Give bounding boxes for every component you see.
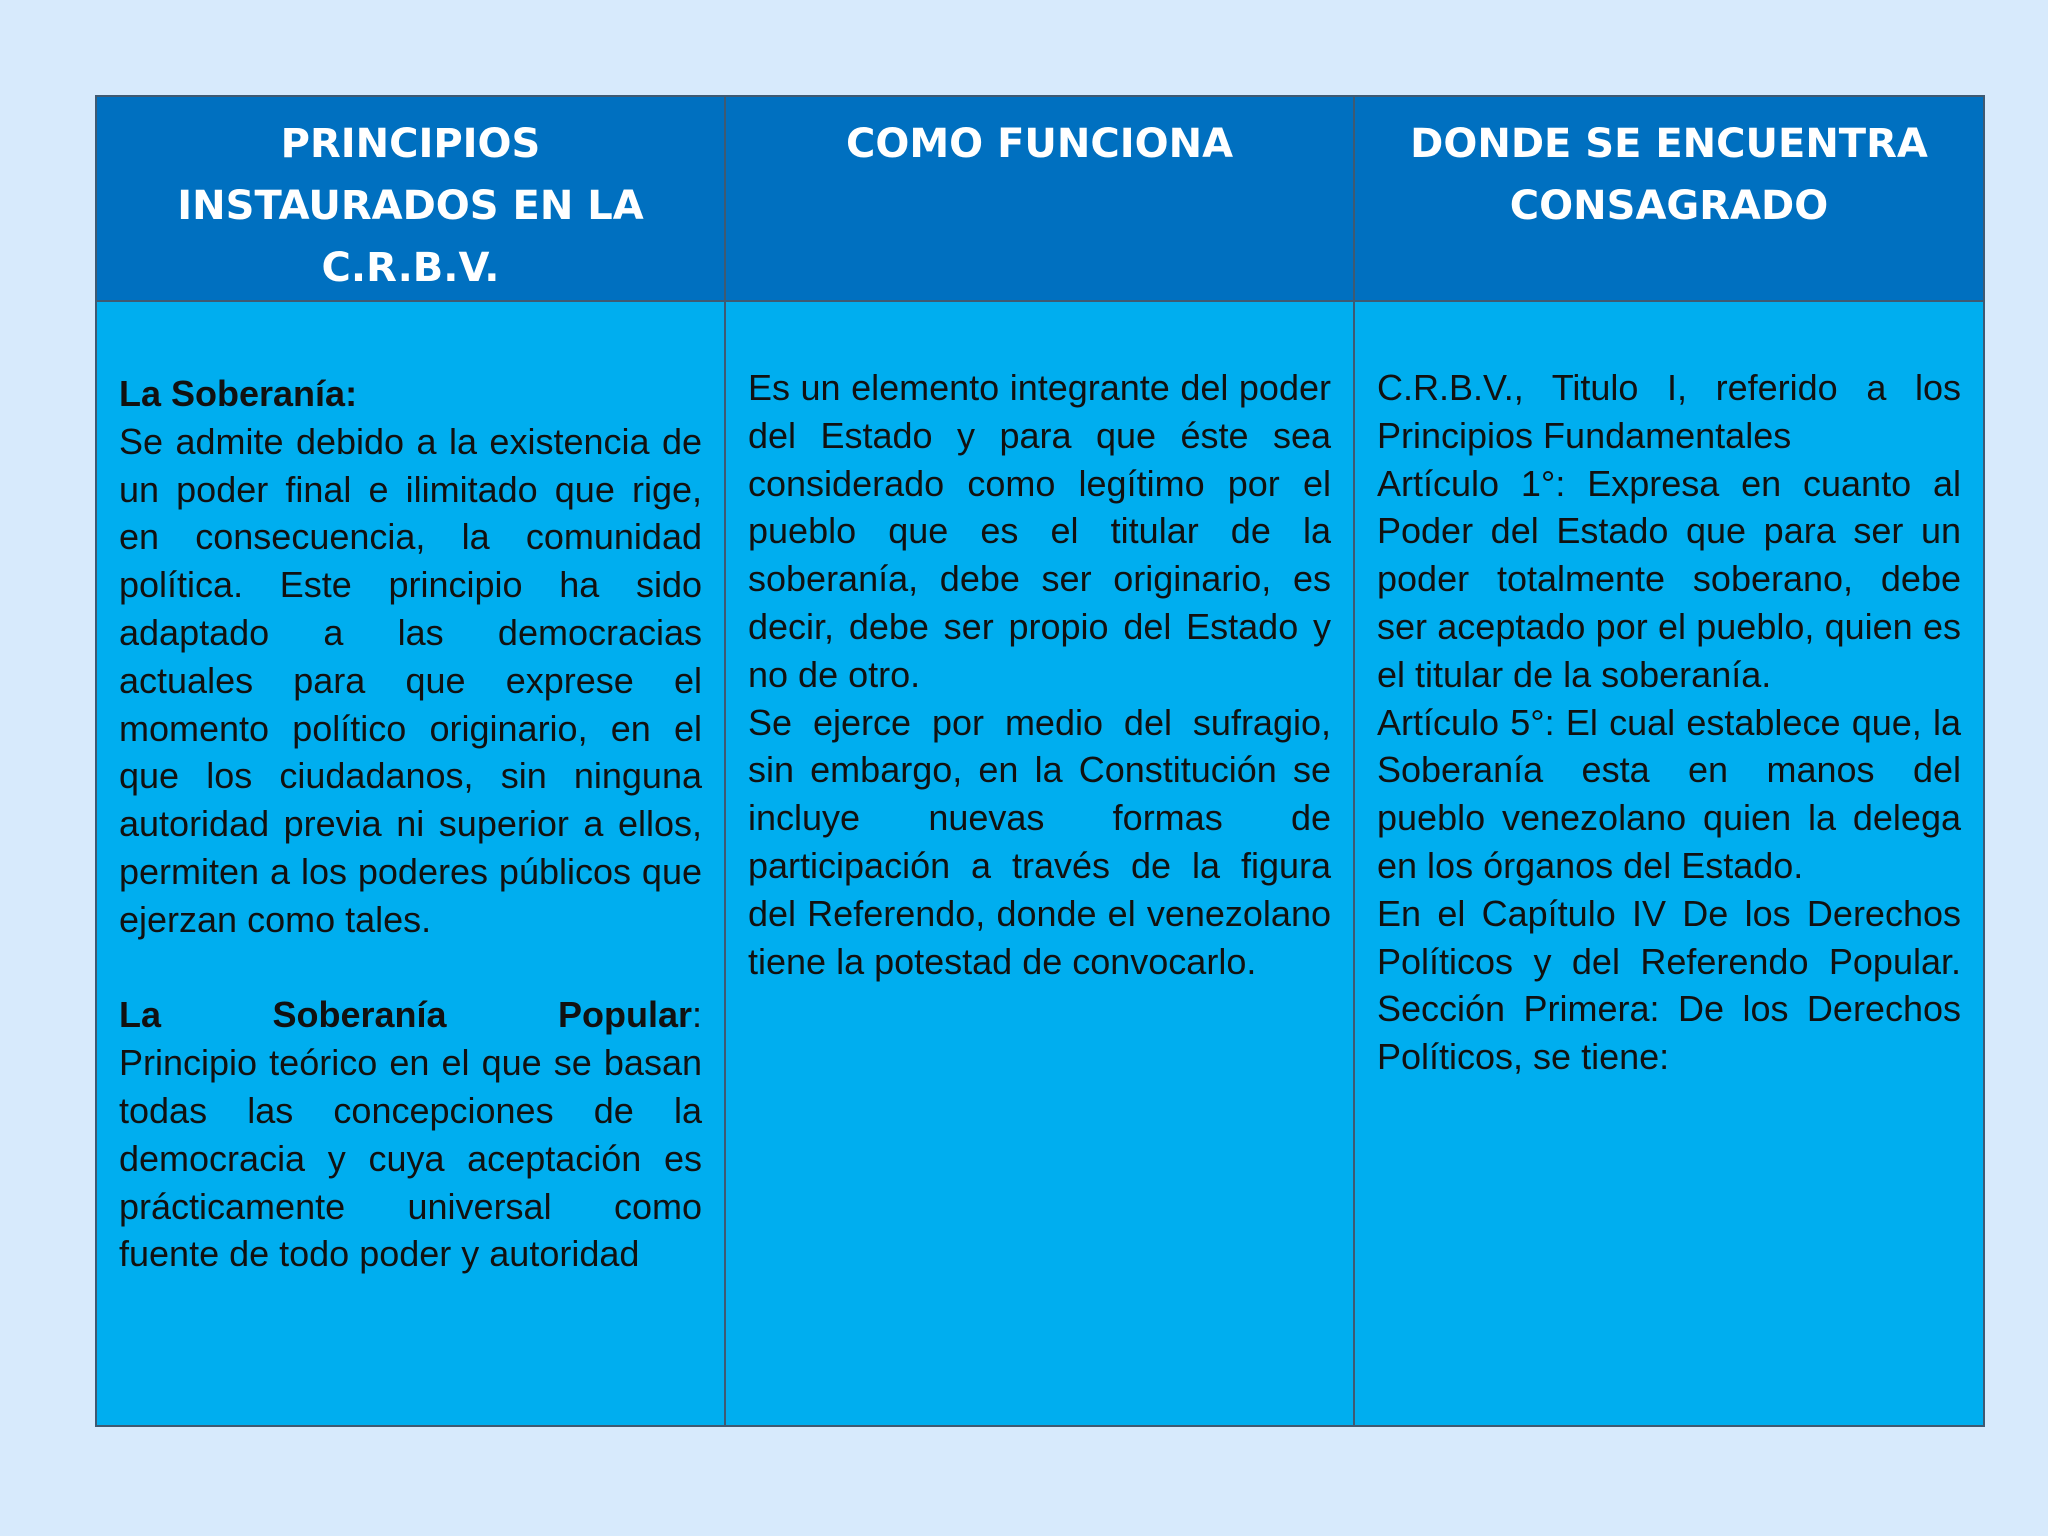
soberania-popular-heading: La Soberanía Popular — [119, 994, 692, 1036]
consagrado-articulo-1: Artículo 1°: Expresa en cuanto al Poder del Estado que para ser un poder totalmente soberano, debe ser aceptado por el pueblo, quien es el titular de la soberanía. — [1377, 462, 1961, 695]
soberania-text: Se admite debido a la existencia de un poder final e ilimitado que rige, en consecuencia, la comunidad política. Este principio ha sido adaptado a las democracias actuales para que exprese el momento político originario, en el que los ciudadanos, sin ninguna autoridad previa ni superior a ellos, permiten a los poderes públicos que ejerzan como tales. — [119, 420, 702, 940]
cell-como-funciona — [726, 302, 1355, 1425]
principles-table — [95, 95, 1985, 1427]
spacer — [119, 944, 702, 992]
consagrado-articulo-5: Artículo 5°: El cual establece que, la Soberanía esta en manos del pueblo venezolano quien la delega en los órganos del Estado. — [1377, 701, 1961, 886]
soberania-popular-heading-line — [119, 991, 702, 1039]
header-como-funciona: COMO FUNCIONA — [726, 97, 1355, 302]
funciona-text-1: Es un elemento integrante del poder del Estado y para que éste sea considerado como legítimo por el pueblo que es el titular de la soberanía, debe ser originario, es decir, debe ser propio del Estado y no de otro. — [748, 367, 1331, 695]
consagrado-capitulo-iv: En el Capítulo IV De los Derechos Políticos y del Referendo Popular. Sección Primera: De los Derechos Políticos, se tiene: — [1377, 892, 1961, 1078]
soberania-popular-text: Principio teórico en el que se basan todas las concepciones de la democracia y cuya aceptación es prácticamente universal como fuente de todo poder y autoridad — [119, 1042, 702, 1275]
cell-principios — [97, 302, 726, 1425]
funciona-text-2: Se ejerce por medio del sufragio, sin embargo, en la Constitución se incluye nuevas formas de participación a través de la figura del Referendo, donde el venezolano tiene la potestad de convocarlo. — [748, 701, 1331, 982]
soberania-popular-colon: : — [691, 994, 702, 1036]
header-donde-consagrado: DONDE SE ENCUENTRA CONSAGRADO — [1355, 97, 1983, 302]
header-principios: PRINCIPIOS INSTAURADOS EN LA C.R.B.V. — [97, 97, 726, 302]
consagrado-titulo: C.R.B.V., Titulo I, referido a los Principios Fundamentales — [1377, 367, 1961, 456]
cell-donde-consagrado — [1355, 302, 1983, 1425]
soberania-heading: La Soberanía: — [119, 373, 358, 414]
